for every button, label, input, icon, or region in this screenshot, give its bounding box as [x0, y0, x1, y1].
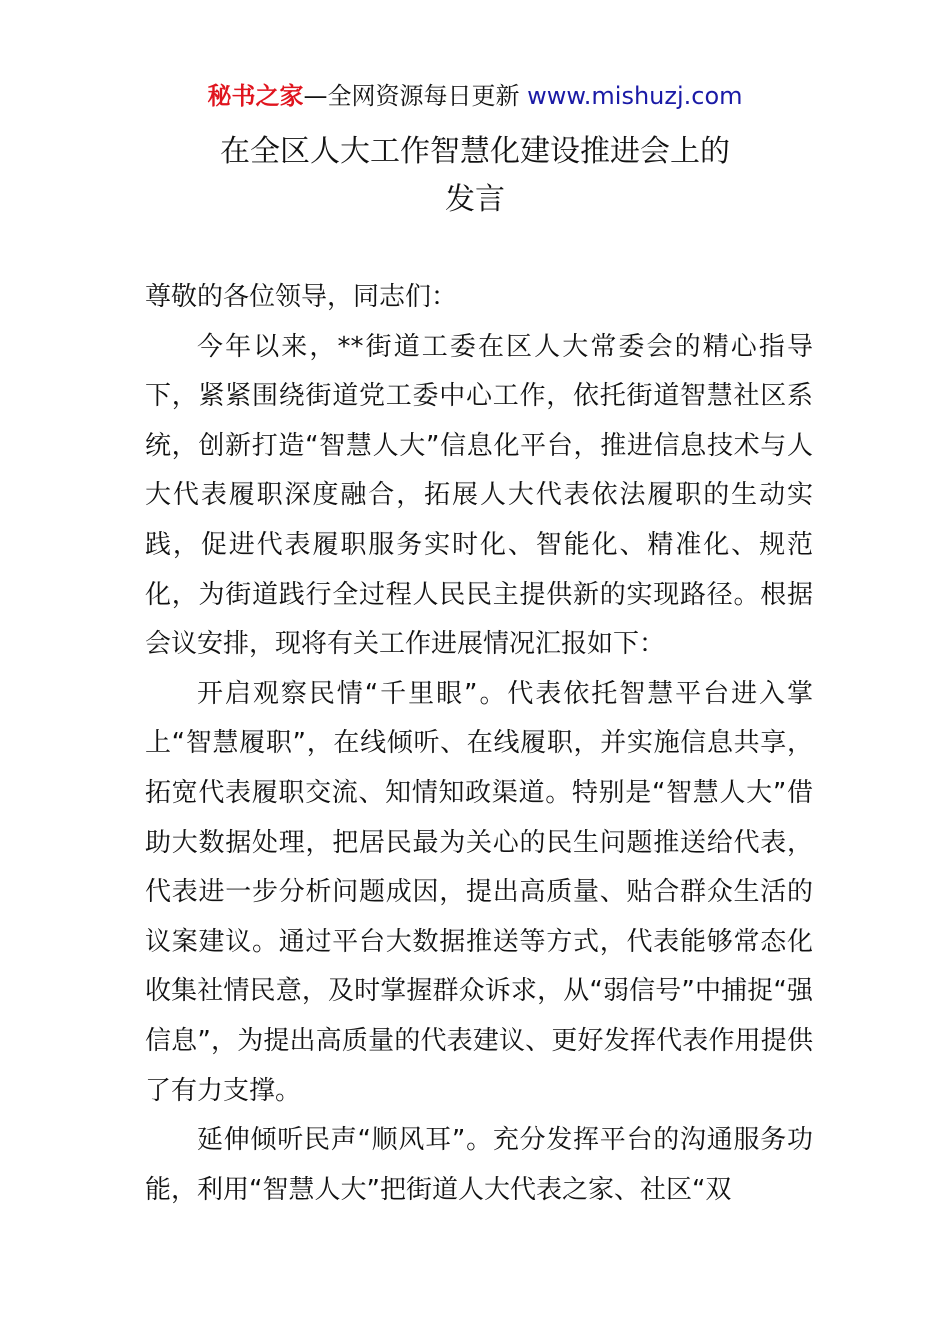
site-url-link[interactable]: www.mishuzj.com: [527, 82, 743, 110]
header-tagline: —全网资源每日更新: [303, 82, 520, 110]
site-header: [0, 80, 950, 112]
salutation: 尊敬的各位领导，同志们：: [145, 282, 458, 312]
brand-name: 秘书之家: [207, 82, 304, 110]
document-body: [145, 273, 813, 1215]
paragraph-intro: 今年以来，**街道工委在区人大常委会的精心指导下，紧紧围绕街道党工委中心工作，依托街道智慧社区系统，创新打造“智慧人大”信息化平台，推进信息技术与人大代表履职深度融合，拓展人大代表依法履职的生动实践，促进代表履职服务实时化、智能化、精准化、规范化，为街道践行全过程人民民主提供新的实现路径。根据会议安排，现将有关工作进展情况汇报如下：: [145, 331, 813, 660]
title-line-1: 在全区人大工作智慧化建设推进会上的: [220, 134, 730, 169]
paragraph-observe: 开启观察民情“千里眼”。代表依托智慧平台进入掌上“智慧履职”，在线倾听、在线履职，并实施信息共享，拓宽代表履职交流、知情知政渠道。特别是“智慧人大”借助大数据处理，把居民最为关心的民生问题推送给代表，代表进一步分析问题成因，提出高质量、贴合群众生活的议案建议。通过平台大数据推送等方式，代表能够常态化收集社情民意，及时掌握群众诉求，从“弱信号”中捕捉“强信息”，为提出高质量的代表建议、更好发挥代表作用提供了有力支撑。: [145, 678, 813, 1106]
paragraph-listen: 延伸倾听民声“顺风耳”。充分发挥平台的沟通服务功能，利用“智慧人大”把街道人大代表之家、社区“双: [145, 1125, 813, 1205]
document-title: [0, 128, 950, 224]
title-line-2: 发言: [445, 182, 505, 217]
